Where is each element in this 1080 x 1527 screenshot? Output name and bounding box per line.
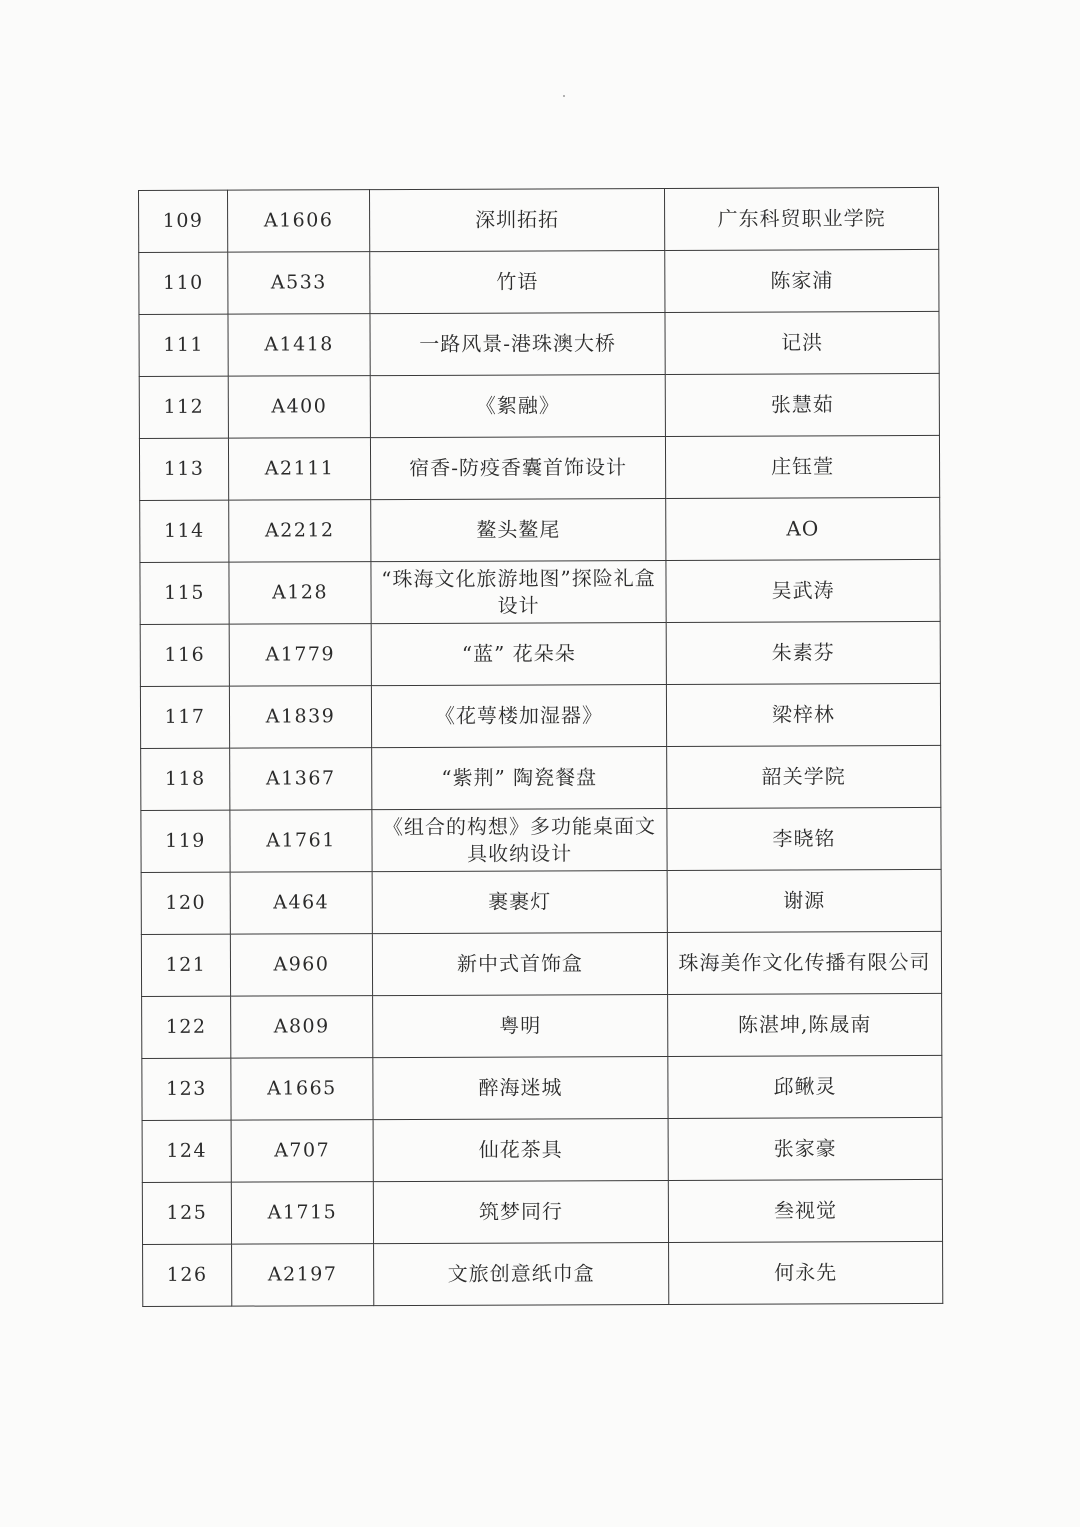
entry-author: 庄钰萱 — [665, 435, 939, 498]
entry-code: A960 — [230, 934, 372, 997]
table-row — [139, 373, 939, 438]
entry-number: 125 — [142, 1182, 231, 1244]
table-row — [142, 1117, 942, 1182]
entry-code: A1665 — [231, 1058, 373, 1121]
table-row — [139, 187, 939, 252]
entry-number: 119 — [141, 810, 230, 872]
entry-title: “蓝” 花朵朵 — [371, 622, 666, 685]
entry-code: A464 — [230, 872, 372, 935]
table-row — [140, 683, 940, 748]
entry-author: 张家豪 — [668, 1117, 942, 1180]
entry-number: 123 — [142, 1058, 231, 1120]
entry-author: 张慧茹 — [665, 373, 939, 436]
entry-title: 《絮融》 — [370, 374, 665, 437]
entry-number: 115 — [140, 562, 229, 624]
entry-number: 120 — [141, 872, 230, 934]
entry-number: 117 — [140, 686, 229, 748]
entry-author: 谢源 — [667, 869, 941, 932]
table-row — [139, 311, 939, 376]
entry-number: 122 — [142, 996, 231, 1058]
table-row — [142, 1055, 942, 1120]
entry-code: A1418 — [228, 314, 370, 377]
entry-title: 粤明 — [373, 994, 668, 1057]
entry-number: 109 — [139, 190, 228, 252]
entry-number: 112 — [139, 376, 228, 438]
entry-number: 121 — [141, 934, 230, 996]
entry-code: A400 — [228, 376, 370, 439]
table-row — [139, 435, 939, 500]
entry-number: 126 — [143, 1244, 232, 1306]
entry-author: 韶关学院 — [667, 745, 941, 808]
table-row — [140, 559, 940, 624]
entry-author: 叁视觉 — [668, 1179, 942, 1242]
entry-code: A1839 — [229, 686, 371, 749]
entry-title: 新中式首饰盒 — [372, 932, 667, 995]
table-row — [141, 807, 941, 872]
table-row — [141, 869, 941, 934]
entry-title: “珠海文化旅游地图”探险礼盒设计 — [371, 560, 666, 623]
entry-author: 梁梓林 — [666, 683, 940, 746]
entry-code: A128 — [229, 562, 371, 625]
entry-title: 文旅创意纸巾盒 — [374, 1242, 669, 1305]
entry-author: 何永先 — [669, 1241, 943, 1304]
entry-number: 113 — [139, 438, 228, 500]
entry-code: A707 — [231, 1120, 373, 1183]
entry-author: 吴武涛 — [666, 559, 940, 622]
table-row — [140, 621, 940, 686]
results-table — [138, 187, 943, 1307]
entry-code: A1761 — [230, 810, 372, 873]
entry-code: A2111 — [228, 438, 370, 501]
entry-number: 118 — [141, 748, 230, 810]
entry-title: 竹语 — [370, 250, 665, 313]
results-table-body — [139, 187, 943, 1306]
entry-author: 李晓铭 — [667, 807, 941, 870]
entry-code: A2212 — [229, 500, 371, 563]
entry-title: “紫荆” 陶瓷餐盘 — [372, 746, 667, 809]
entry-title: 裹裹灯 — [372, 870, 667, 933]
entry-author: AO — [666, 497, 940, 560]
entry-number: 110 — [139, 252, 228, 314]
entry-code: A809 — [231, 996, 373, 1059]
entry-title: 深圳拓拓 — [370, 188, 665, 251]
table-row — [142, 1179, 942, 1244]
entry-title: 《花萼楼加湿器》 — [371, 684, 666, 747]
entry-author: 珠海美作文化传播有限公司 — [667, 931, 941, 994]
entry-author: 陈湛坤,陈晟南 — [668, 993, 942, 1056]
entry-code: A1367 — [230, 748, 372, 811]
entry-title: 筑梦同行 — [373, 1180, 668, 1243]
entry-title: 仙花茶具 — [373, 1118, 668, 1181]
table-row — [141, 745, 941, 810]
entry-code: A533 — [228, 252, 370, 315]
table-row — [139, 249, 939, 314]
entry-author: 广东科贸职业学院 — [664, 187, 938, 250]
entry-author: 邱鳅灵 — [668, 1055, 942, 1118]
table-row — [141, 931, 941, 996]
entry-author: 记洪 — [665, 311, 939, 374]
entry-title: 鳌头鳌尾 — [371, 498, 666, 561]
table-row — [142, 993, 942, 1058]
entry-code: A1715 — [231, 1182, 373, 1245]
entry-code: A1779 — [229, 624, 371, 687]
entry-number: 124 — [142, 1120, 231, 1182]
table-row — [143, 1241, 943, 1306]
entry-code: A2197 — [232, 1244, 374, 1307]
entry-title: 宿香-防疫香囊首饰设计 — [370, 436, 665, 499]
scan-speck — [563, 95, 565, 97]
entry-title: 醉海迷城 — [373, 1056, 668, 1119]
entry-number: 114 — [140, 500, 229, 562]
entry-title: 一路风景-港珠澳大桥 — [370, 312, 665, 375]
entry-code: A1606 — [228, 190, 370, 253]
entry-number: 116 — [140, 624, 229, 686]
table-row — [140, 497, 940, 562]
entry-title: 《组合的构想》多功能桌面文具收纳设计 — [372, 808, 667, 871]
entry-author: 陈家浦 — [665, 249, 939, 312]
entry-author: 朱素芬 — [666, 621, 940, 684]
entry-number: 111 — [139, 314, 228, 376]
